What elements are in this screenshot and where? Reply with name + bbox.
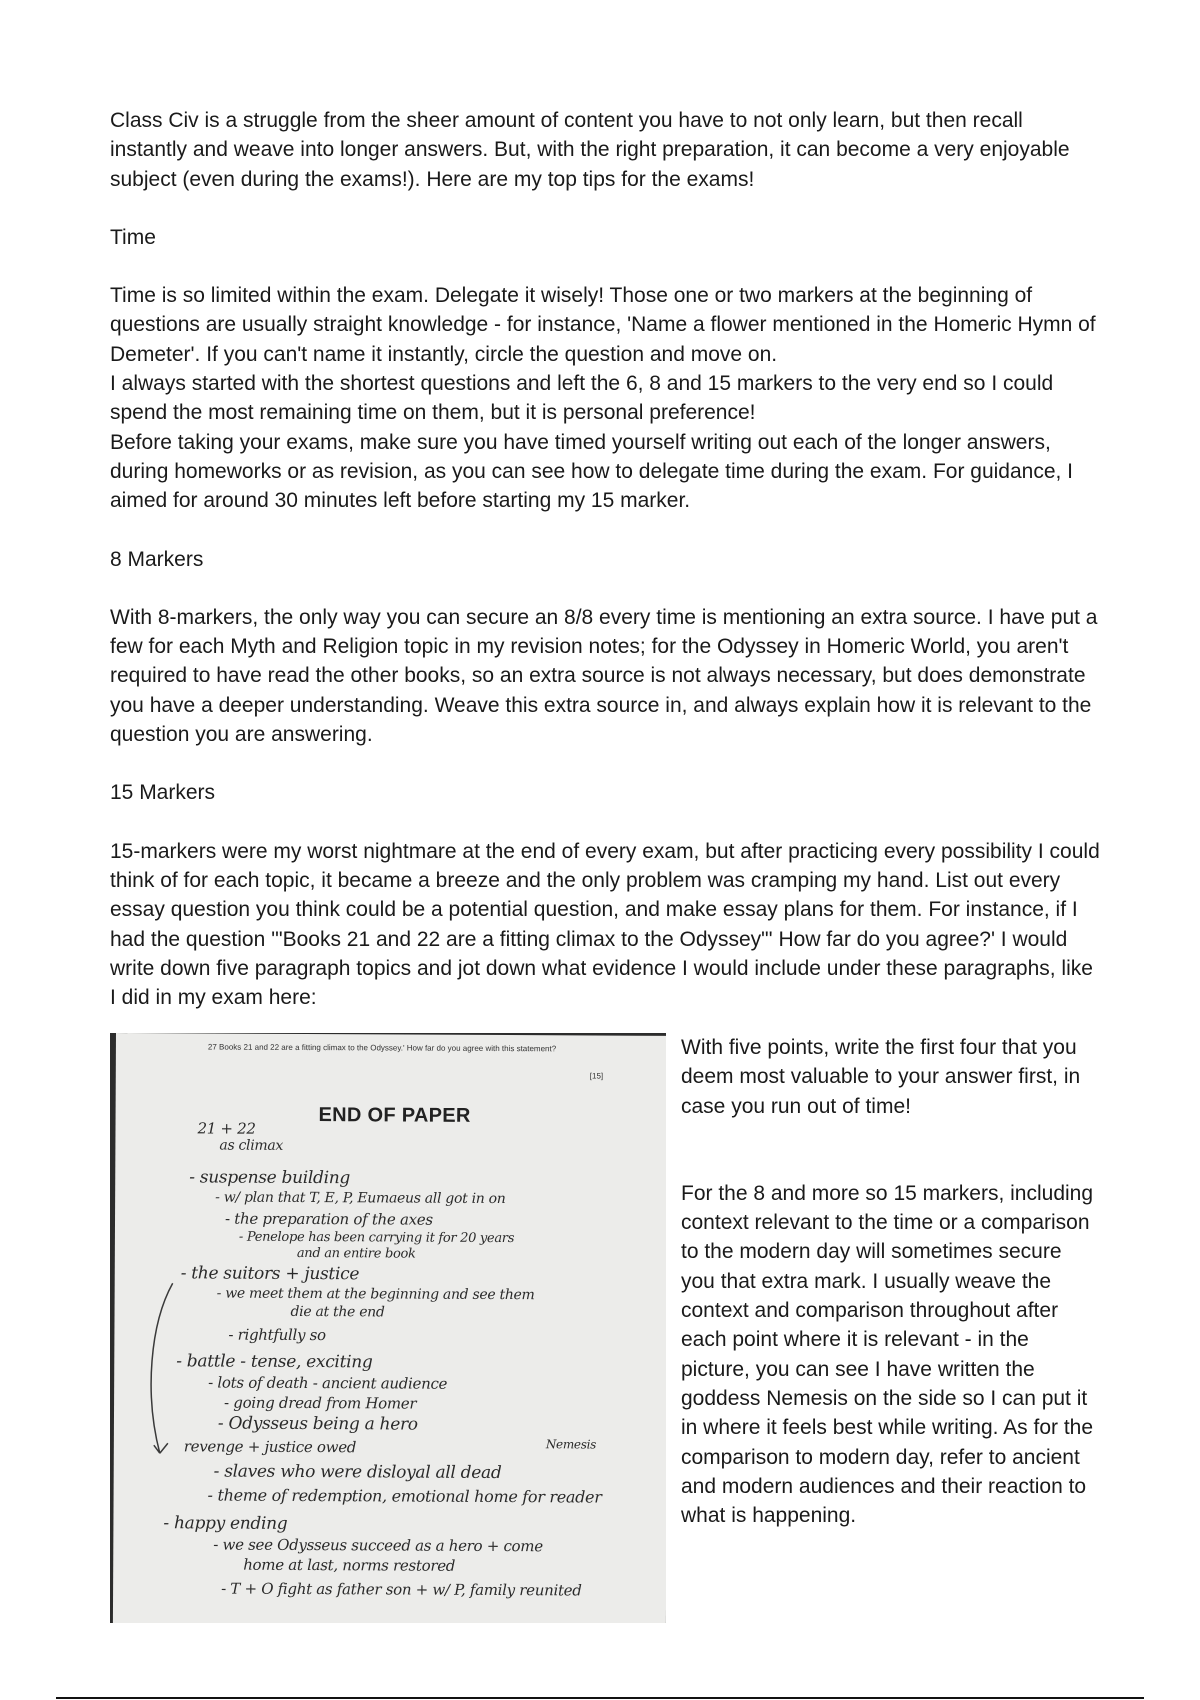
handwritten-note: - the preparation of the axes <box>224 1209 433 1229</box>
heading-time: Time <box>110 225 156 249</box>
handwritten-note: home at last, norms restored <box>243 1555 456 1575</box>
time-paragraph-1: Time is so limited within the exam. Delegate it wisely! Those one or two markers at the beginning of questions are usually straight knowledge - for instance, 'Name a flower mentioned in the Homeric Hymn of Demeter'. If you can't name it instantly, circle the question and move on. <box>110 284 1096 366</box>
handwritten-note: - slaves who were disloyal all dead <box>213 1461 502 1484</box>
handwritten-note: die at the end <box>290 1303 385 1321</box>
handwritten-note: - we see Odysseus succeed as a hero + come <box>213 1535 543 1556</box>
handwritten-note: revenge + justice owed <box>183 1437 357 1457</box>
handwritten-note: - Odysseus being a hero <box>217 1413 418 1435</box>
handwritten-note: 21 + 22 <box>197 1119 256 1138</box>
footer-divider <box>56 1697 1144 1699</box>
end-of-paper-label: END OF PAPER <box>318 1104 471 1127</box>
exam-question-text: 27 Books 21 and 22 are a fitting climax to the Odyssey.' How far do you agree with this statement? <box>207 1042 557 1054</box>
handwritten-note: - w/ plan that T, E, P, Eumaeus all got in on <box>215 1189 506 1208</box>
photo-and-notes-row <box>110 1033 1100 1623</box>
handwritten-note: and an entire book <box>296 1245 416 1262</box>
heading-8-markers: 8 Markers <box>110 547 204 571</box>
article-body <box>110 106 1100 1012</box>
exam-question-marks: [15] <box>589 1071 604 1081</box>
handwritten-bracket-icon <box>113 1033 666 1623</box>
exam-paper-sheet <box>113 1033 666 1623</box>
side-notes <box>681 1033 1100 1530</box>
eight-markers-paragraph: With 8-markers, the only way you can secure an 8/8 every time is mentioning an extra source. I have put a few for each Myth and Religion topic in my revision notes; for the Odyssey in Homeric World, you aren't required to have read the other books, so an extra source is not always necessary, but does demonstrate you have a deeper understanding. Weave this extra source in, and always explain how it is relevant to the question you are answering. <box>110 605 1098 747</box>
handwritten-note: - happy ending <box>163 1513 288 1534</box>
fifteen-markers-paragraph: 15-markers were my worst nightmare at the end of every exam, but after practicing every possibility I could think of for each topic, it became a breeze and the only problem was cramping my hand. List out every essay question you think could be a potential question, and make essay plans for them. For instance, if I had the question '"Books 21 and 22 are a fitting climax to the Odyssey"' How far do you agree?' I would write down five paragraph topics and jot down what evidence I would include under these paragraphs, like I did in my exam here: <box>110 839 1100 1010</box>
intro-paragraph: Class Civ is a struggle from the sheer amount of content you have to not only learn, but then recall instantly and weave into longer answers. But, with the right preparation, it can become a very enjoyable subject (even during the exams!). Here are my top tips for the exams! <box>110 109 1070 191</box>
handwritten-note: - we meet them at the beginning and see them <box>216 1285 535 1304</box>
handwritten-note: - T + O fight as father son + w/ P, family reunited <box>221 1579 582 1600</box>
side-paragraph-1: With five points, write the first four that you deem most valuable to your answer first, in case you run out of time! <box>681 1036 1081 1118</box>
handwritten-note: - rightfully so <box>228 1325 326 1345</box>
side-paragraph-2: For the 8 and more so 15 markers, including context relevant to the time or a comparison to the modern day will sometimes secure you that extra mark. I usually weave the context and comparison throughout after each point where it is relevant - in the picture, you can see I have written the goddess Nemesis on the side so I can put it in where it feels best while writing. As for the comparison to modern day, refer to ancient and modern audiences and their reaction to what is happening. <box>681 1181 1094 1528</box>
handwritten-note: as climax <box>219 1137 284 1154</box>
handwritten-note: - the suitors + justice <box>180 1263 360 1285</box>
exam-paper-photo <box>110 1033 666 1623</box>
heading-15-markers: 15 Markers <box>110 781 216 805</box>
handwritten-note: - Penelope has been carrying it for 20 years <box>238 1229 515 1247</box>
time-paragraph-2: I always started with the shortest questions and left the 6, 8 and 15 markers to the very end so I could spend the most remaining time on them, but it is personal preference! <box>110 372 1054 425</box>
handwritten-note: - suspense building <box>189 1167 351 1189</box>
handwritten-note: - battle - tense, exciting <box>176 1351 373 1373</box>
handwritten-note: - going dread from Homer <box>224 1393 417 1413</box>
handwritten-note: - lots of death - ancient audience <box>208 1373 448 1393</box>
handwritten-note: - theme of redemption, emotional home for reader <box>207 1485 602 1507</box>
nemesis-side-note: Nemesis <box>545 1437 597 1452</box>
time-paragraph-3: Before taking your exams, make sure you have timed yourself writing out each of the longer answers, during homeworks or as revision, as you can see how to delegate time during the exam. For guidance, I aimed for around 30 minutes left before starting my 15 marker. <box>110 430 1074 513</box>
